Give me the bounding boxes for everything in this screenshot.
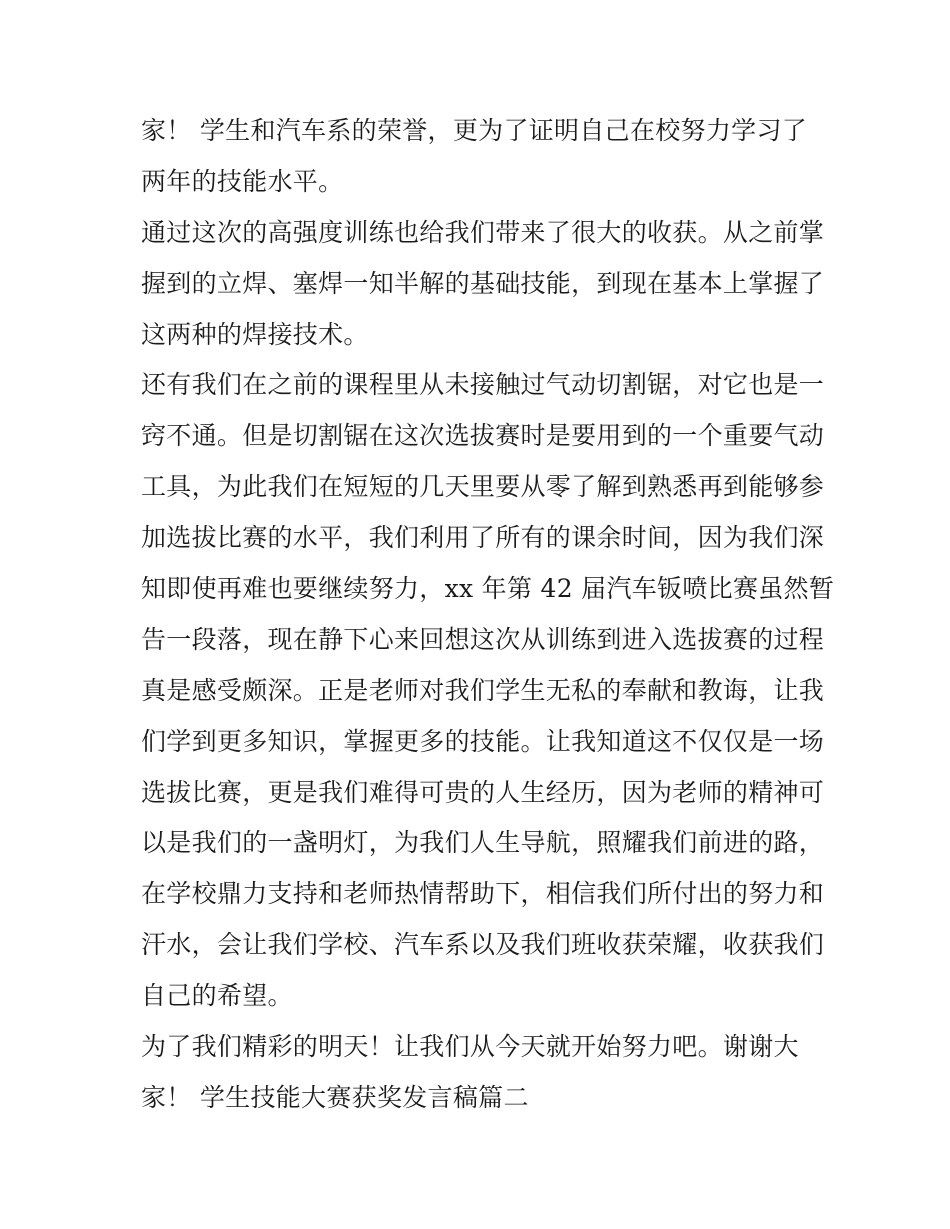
text-line: 窍不通。但是切割锯在这次选拔赛时是要用到的一个重要气动 [141,421,825,451]
text-line: 工具，为此我们在短短的几天里要从零了解到熟悉再到能够参 [141,472,825,502]
text-line: 两年的技能水平。 [141,166,344,196]
text-line: 加选拔比赛的水平，我们利用了所有的课余时间，因为我们深 [141,523,825,553]
body-text [141,106,835,1124]
text-line: 握到的立焊、塞焊一知半解的基础技能，到现在基本上掌握了 [141,268,825,298]
text-line: 还有我们在之前的课程里从未接触过气动切割锯，对它也是一 [141,370,825,400]
text-line: 自己的希望。 [141,981,293,1011]
text-line: 这两种的焊接技术。 [141,319,369,349]
text-line: 家！ 学生和汽车系的荣誉，更为了证明自己在校努力学习了 [141,116,808,145]
text-line: 们学到更多知识，掌握更多的技能。让我知道这不仅仅是一场 [141,726,825,756]
text-line: 以是我们的一盏明灯，为我们人生导航，照耀我们前进的路， [141,828,825,858]
text-line: 告一段落，现在静下心来回想这次从训练到进入选拔赛的过程 [141,624,825,654]
text-line: 通过这次的高强度训练也给我们带来了很大的收获。从之前掌 [141,217,825,247]
text-line: 知即使再难也要继续努力，xx 年第 42 届汽车钣喷比赛虽然暂 [141,574,835,604]
text-line: 选拔比赛，更是我们难得可贵的人生经历，因为老师的精神可 [141,777,825,807]
text-line: 真是感受颇深。正是老师对我们学生无私的奉献和教诲，让我 [141,675,825,705]
text-line: 汗水，会让我们学校、汽车系以及我们班收获荣耀，收获我们 [141,930,825,960]
text-line: 家！ 学生技能大赛获奖发言稿篇二 [141,1082,529,1112]
text-line: 为了我们精彩的明天！让我们从今天就开始努力吧。谢谢大 [141,1032,799,1062]
text-line: 在学校鼎力支持和老师热情帮助下，相信我们所付出的努力和 [141,879,825,909]
